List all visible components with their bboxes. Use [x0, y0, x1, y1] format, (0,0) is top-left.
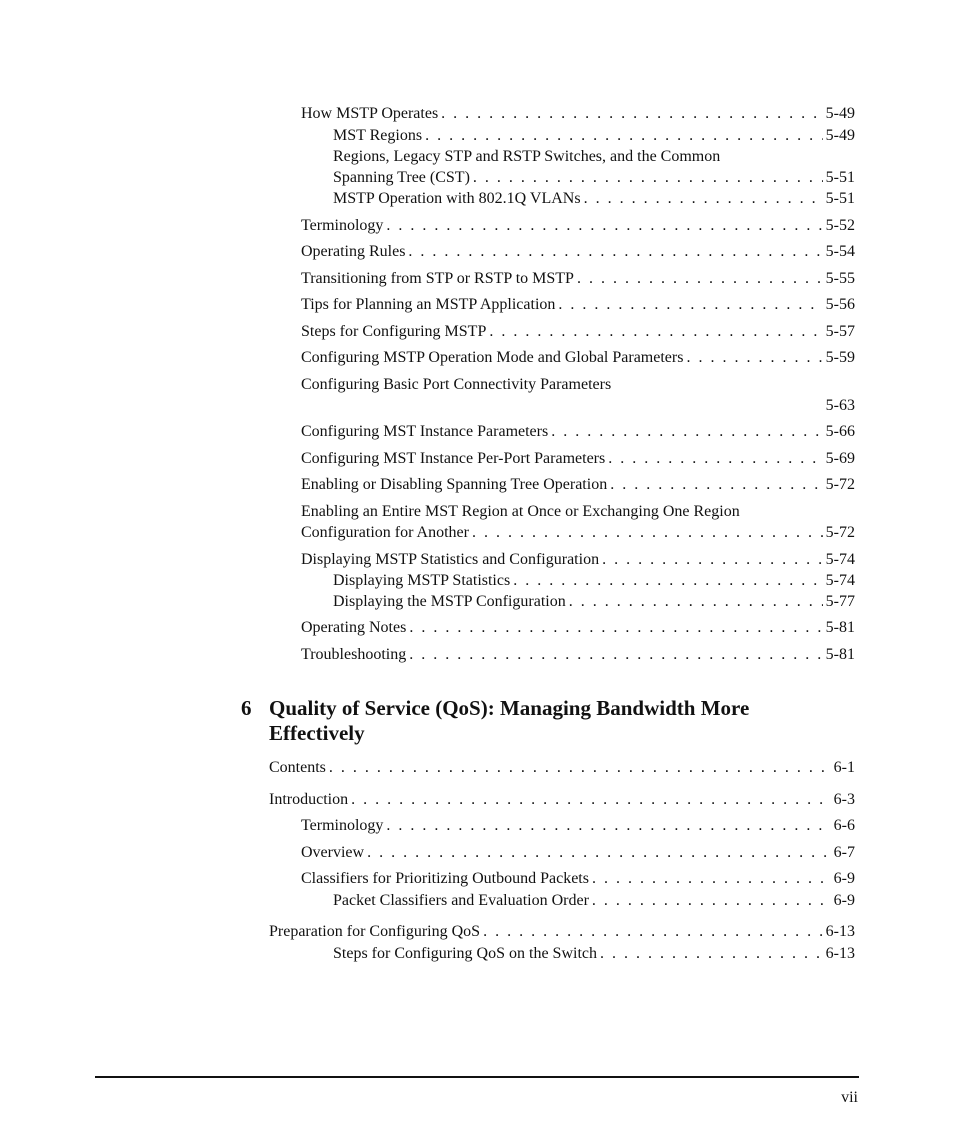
toc-entry-title: Configuration for Another: [301, 524, 469, 541]
toc-entry[interactable]: [301, 321, 855, 342]
toc-entry[interactable]: [301, 421, 855, 442]
toc-entry[interactable]: [333, 146, 855, 188]
footer-rule: [95, 1076, 859, 1078]
toc-entry[interactable]: [301, 448, 855, 469]
toc-entry-page: 5-56: [825, 296, 855, 313]
toc-entry-title: Configuring Basic Port Connectivity Parameters: [301, 376, 612, 393]
toc-entry[interactable]: [301, 241, 855, 262]
toc-entry-title: Operating Rules: [301, 243, 406, 260]
toc-entry[interactable]: [333, 591, 855, 612]
toc-entry-page: 6-13: [825, 923, 855, 940]
toc-entry-title-line1: Regions, Legacy STP and RSTP Switches, and the Common: [333, 148, 721, 165]
toc-entry-title: Overview: [301, 844, 365, 861]
toc-entry[interactable]: [301, 501, 855, 543]
toc-entry-page: 5-55: [825, 270, 855, 287]
dot-leader: [408, 241, 822, 262]
dot-leader: [386, 215, 822, 236]
toc-entry-page: 5-74: [825, 572, 855, 589]
toc-entry[interactable]: [301, 549, 855, 570]
toc-entry[interactable]: [333, 570, 855, 591]
toc-entry-title: Displaying MSTP Statistics and Configuration: [301, 551, 600, 568]
dot-leader: [473, 167, 823, 188]
toc-entry-title: Tips for Planning an MSTP Application: [301, 296, 556, 313]
toc-entry-page: 5-52: [825, 217, 855, 234]
toc-entry[interactable]: [333, 125, 855, 146]
dot-leader: [329, 757, 831, 778]
toc-entry[interactable]: [301, 215, 855, 236]
toc-entry-page: 5-51: [825, 169, 855, 186]
dot-leader: [409, 644, 822, 665]
toc-entry[interactable]: [301, 644, 855, 665]
dot-leader: [558, 294, 822, 315]
toc-entry-title: Classifiers for Prioritizing Outbound Packets: [301, 870, 589, 887]
toc-entry[interactable]: [301, 374, 855, 416]
dot-leader: [610, 474, 822, 495]
toc-entry-title: Terminology: [301, 817, 384, 834]
toc-entry-title: Preparation for Configuring QoS: [269, 923, 481, 940]
dot-leader: [425, 125, 823, 146]
toc-entry-title: Introduction: [269, 791, 349, 808]
toc-entry-page: 5-72: [825, 524, 855, 541]
toc-entry-title: Steps for Configuring MSTP: [301, 323, 487, 340]
toc-entry-page: 5-49: [825, 127, 855, 144]
dot-leader: [600, 943, 823, 964]
toc-entry-title: Contents: [269, 759, 326, 776]
toc-entry[interactable]: [269, 921, 855, 942]
toc-entry[interactable]: [301, 868, 855, 889]
dot-leader: [602, 549, 823, 570]
toc-entry-page: 6-3: [833, 791, 855, 808]
toc-entry-title: Enabling or Disabling Spanning Tree Operation: [301, 476, 608, 493]
toc-entry-page: 5-81: [825, 646, 855, 663]
toc-entry-page: 5-81: [825, 619, 855, 636]
toc-entry-title: MSTP Operation with 802.1Q VLANs: [333, 190, 581, 207]
dot-leader: [592, 890, 831, 911]
toc-entry[interactable]: [301, 474, 855, 495]
dot-leader: [441, 103, 823, 124]
toc-entry-title: Displaying MSTP Statistics: [333, 572, 511, 589]
toc-entry-page: 6-9: [833, 892, 855, 909]
dot-leader: [409, 617, 822, 638]
toc-entry[interactable]: [269, 757, 855, 778]
toc-entry-title: Spanning Tree (CST): [333, 169, 470, 186]
toc-entry-title: MST Regions: [333, 127, 423, 144]
toc-entry-page: 6-9: [833, 870, 855, 887]
toc-entry-page: 5-63: [825, 397, 855, 414]
toc-entry-page: 5-57: [825, 323, 855, 340]
toc-entry-title: Transitioning from STP or RSTP to MSTP: [301, 270, 574, 287]
toc-entry-page: 5-72: [825, 476, 855, 493]
dot-leader: [584, 188, 823, 209]
toc-entry-page: 5-59: [825, 349, 855, 366]
toc-entry-title: Displaying the MSTP Configuration: [333, 593, 566, 610]
toc-entry-page: 5-77: [825, 593, 855, 610]
dot-leader: [686, 347, 822, 368]
toc-entry-page: 5-54: [825, 243, 855, 260]
toc-entry-title: How MSTP Operates: [301, 105, 439, 122]
dot-leader: [577, 268, 823, 289]
chapter-title: Quality of Service (QoS): Managing Bandwidth More Effectively: [269, 696, 750, 745]
toc-entry[interactable]: [301, 617, 855, 638]
toc-entry[interactable]: [301, 103, 855, 124]
dot-leader: [472, 522, 823, 543]
toc-entry[interactable]: [301, 347, 855, 368]
toc-entry-page: 5-74: [825, 551, 855, 568]
toc-entry-page: 6-6: [833, 817, 855, 834]
dot-leader: [489, 321, 822, 342]
dot-leader: [608, 448, 822, 469]
dot-leader: [569, 591, 823, 612]
dot-leader: [351, 789, 831, 810]
toc-entry-page: 5-49: [825, 105, 855, 122]
toc-entry-page: 6-7: [833, 844, 855, 861]
toc-entry-title-line1: Enabling an Entire MST Region at Once or Exchanging One Region: [301, 503, 740, 520]
toc-entry[interactable]: [333, 943, 855, 964]
dot-leader: [513, 570, 822, 591]
dot-leader: [483, 921, 823, 942]
page-number: vii: [841, 1089, 858, 1106]
toc-entry[interactable]: [301, 842, 855, 863]
dot-leader: [592, 868, 831, 889]
dot-leader: [367, 842, 831, 863]
dot-leader: [551, 421, 822, 442]
toc-entry-title: Packet Classifiers and Evaluation Order: [333, 892, 589, 909]
toc-entry-page: 6-1: [833, 759, 855, 776]
toc-entry[interactable]: [269, 789, 855, 810]
dot-leader: [386, 815, 830, 836]
toc-entry-title: Operating Notes: [301, 619, 407, 636]
toc-entry[interactable]: [301, 815, 855, 836]
toc-entry[interactable]: [333, 890, 855, 911]
chapter-number: 6: [241, 696, 252, 720]
toc-entry[interactable]: [301, 268, 855, 289]
toc-entry-page: 5-69: [825, 450, 855, 467]
toc-entry-title: Terminology: [301, 217, 384, 234]
toc-entry-page: 6-13: [825, 945, 855, 962]
toc-entry-title: Configuring MSTP Operation Mode and Global Parameters: [301, 349, 684, 366]
toc-entry-page: 5-66: [825, 423, 855, 440]
toc-entry-page: 5-51: [825, 190, 855, 207]
toc-entry[interactable]: [301, 294, 855, 315]
toc-entry-title: Configuring MST Instance Per-Port Parameters: [301, 450, 606, 467]
toc-entry-title: Steps for Configuring QoS on the Switch: [333, 945, 597, 962]
toc-entry-title: Troubleshooting: [301, 646, 407, 663]
toc-entry[interactable]: [333, 188, 855, 209]
toc-entry-title: Configuring MST Instance Parameters: [301, 423, 549, 440]
